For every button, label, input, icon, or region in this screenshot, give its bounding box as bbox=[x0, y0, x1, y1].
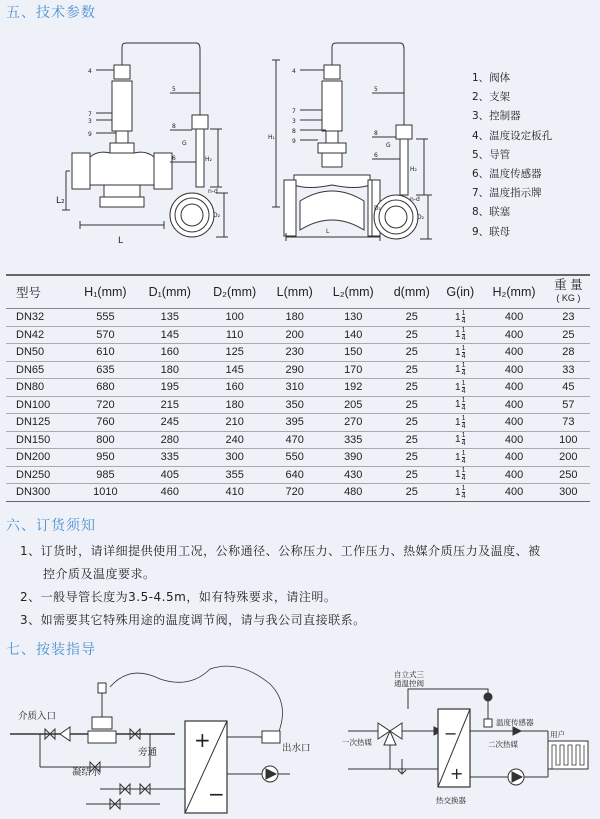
g-den: 4 bbox=[461, 405, 466, 413]
g-den: 4 bbox=[461, 440, 466, 448]
label-h2-left: H₂ bbox=[205, 156, 212, 163]
g-whole: 1 bbox=[455, 486, 461, 498]
col-header: 型号 bbox=[6, 275, 73, 309]
g-num: 1 bbox=[461, 309, 466, 317]
table-row bbox=[6, 379, 590, 397]
table-cell: 635 bbox=[73, 361, 137, 379]
label-4-right: 4 bbox=[292, 68, 296, 75]
label-d1: D₁ bbox=[374, 205, 382, 212]
table-cell: 25 bbox=[384, 309, 439, 327]
g-whole: 1 bbox=[455, 416, 461, 428]
table-cell: 760 bbox=[73, 414, 137, 432]
col-header: H₁(mm) bbox=[73, 275, 137, 309]
table-cell: 1010 bbox=[73, 484, 137, 502]
g-num: 1 bbox=[461, 414, 466, 422]
g-den: 4 bbox=[461, 492, 466, 500]
table-cell: 570 bbox=[73, 326, 137, 344]
g-fraction bbox=[455, 362, 465, 377]
table-cell: 550 bbox=[267, 449, 322, 467]
g-num: 1 bbox=[461, 484, 466, 492]
label-9-right: 9 bbox=[292, 138, 296, 145]
label-8b-right: 8 bbox=[292, 128, 296, 135]
install-diagram-left bbox=[0, 659, 330, 819]
g-num: 1 bbox=[461, 432, 466, 440]
label-d-left: n-d bbox=[208, 188, 218, 195]
table-cell: 25 bbox=[384, 344, 439, 362]
col-header: L₂(mm) bbox=[322, 275, 384, 309]
table-cell: 985 bbox=[73, 466, 137, 484]
label-valve-2: 通温控阀 bbox=[394, 679, 424, 688]
table-cell: 25 bbox=[384, 449, 439, 467]
table-cell: 395 bbox=[267, 414, 322, 432]
label-plus-left: + bbox=[194, 728, 211, 752]
table-cell: DN125 bbox=[6, 414, 73, 432]
table-cell bbox=[439, 326, 481, 344]
table-cell: 355 bbox=[202, 466, 267, 484]
label-d-right: n-d bbox=[410, 196, 420, 203]
label-7-left: 7 bbox=[88, 111, 92, 118]
col-header: D₂(mm) bbox=[202, 275, 267, 309]
table-cell: 25 bbox=[384, 361, 439, 379]
col-header: D₁(mm) bbox=[138, 275, 202, 309]
table-cell: 145 bbox=[202, 361, 267, 379]
table-cell: 720 bbox=[267, 484, 322, 502]
spec-table bbox=[6, 274, 590, 502]
table-cell: 335 bbox=[138, 449, 202, 467]
table-cell: 400 bbox=[481, 361, 546, 379]
table-row bbox=[6, 466, 590, 484]
table-cell: 180 bbox=[267, 309, 322, 327]
install-diagram-right bbox=[338, 659, 598, 819]
table-cell: 400 bbox=[481, 326, 546, 344]
table-cell: 25 bbox=[384, 431, 439, 449]
col-header-weight bbox=[547, 275, 590, 309]
g-fraction bbox=[455, 327, 465, 342]
g-whole: 1 bbox=[455, 329, 461, 341]
label-5-left: 5 bbox=[172, 86, 176, 93]
table-row bbox=[6, 414, 590, 432]
table-cell: 230 bbox=[267, 344, 322, 362]
table-row bbox=[6, 396, 590, 414]
g-fraction bbox=[455, 450, 465, 465]
table-cell: 555 bbox=[73, 309, 137, 327]
col-header: d(mm) bbox=[384, 275, 439, 309]
table-cell bbox=[439, 396, 481, 414]
table-cell: 205 bbox=[322, 396, 384, 414]
note-1: 1、订货时，请详细提供使用工况，公称通径、公称压力、工作压力、热媒介质压力及温度、被 bbox=[20, 544, 541, 558]
table-cell: 57 bbox=[547, 396, 590, 414]
g-fraction bbox=[455, 397, 465, 412]
part-item: 7、温度指示牌 bbox=[472, 187, 542, 200]
label-condensate: 凝结水 bbox=[72, 767, 101, 778]
table-cell bbox=[439, 344, 481, 362]
label-sensor: 温度传感器 bbox=[496, 718, 534, 727]
table-cell: 200 bbox=[267, 326, 322, 344]
table-cell: 170 bbox=[322, 361, 384, 379]
g-fraction bbox=[455, 485, 465, 500]
table-cell bbox=[439, 379, 481, 397]
table-cell bbox=[439, 414, 481, 432]
table-cell: 160 bbox=[202, 379, 267, 397]
g-fraction bbox=[455, 467, 465, 482]
parts-list bbox=[472, 69, 552, 242]
label-7-right: 7 bbox=[292, 108, 296, 115]
label-valve: 自立式三 bbox=[394, 670, 424, 679]
label-8-right: 8 bbox=[374, 130, 378, 137]
table-cell: 410 bbox=[202, 484, 267, 502]
label-inlet: 介质入口 bbox=[18, 711, 57, 722]
label-bypass: 旁通 bbox=[138, 747, 158, 758]
table-cell: 640 bbox=[267, 466, 322, 484]
g-num: 1 bbox=[461, 379, 466, 387]
g-fraction bbox=[455, 380, 465, 395]
part-item: 2、支架 bbox=[472, 91, 511, 104]
table-cell: 470 bbox=[267, 431, 322, 449]
table-cell: 180 bbox=[202, 396, 267, 414]
label-l2: L₂ bbox=[56, 196, 65, 206]
label-h1: H₁ bbox=[268, 134, 275, 141]
label-outlet: 出水口 bbox=[282, 743, 311, 754]
table-row bbox=[6, 484, 590, 502]
label-8-left: 8 bbox=[172, 123, 176, 130]
section-title-order: 六、订货须知 bbox=[6, 518, 96, 534]
table-row bbox=[6, 449, 590, 467]
table-cell: 400 bbox=[481, 396, 546, 414]
table-cell: 160 bbox=[138, 344, 202, 362]
g-whole: 1 bbox=[455, 434, 461, 446]
g-num: 1 bbox=[461, 397, 466, 405]
table-cell: DN65 bbox=[6, 361, 73, 379]
table-cell: 290 bbox=[267, 361, 322, 379]
table-cell: 400 bbox=[481, 484, 546, 502]
table-cell: 200 bbox=[547, 449, 590, 467]
table-cell bbox=[439, 361, 481, 379]
g-num: 1 bbox=[461, 327, 466, 335]
table-row bbox=[6, 326, 590, 344]
label-g-right: G bbox=[386, 142, 391, 149]
table-cell bbox=[439, 449, 481, 467]
label-6-right: 6 bbox=[374, 152, 378, 159]
table-cell: 460 bbox=[138, 484, 202, 502]
g-whole: 1 bbox=[455, 311, 461, 323]
g-den: 4 bbox=[461, 422, 466, 430]
section-title-tech: 五、技术参数 bbox=[6, 5, 96, 21]
g-num: 1 bbox=[461, 449, 466, 457]
table-cell: 125 bbox=[202, 344, 267, 362]
label-3-left: 3 bbox=[88, 118, 92, 125]
table-cell: 400 bbox=[481, 379, 546, 397]
g-whole: 1 bbox=[455, 451, 461, 463]
g-num: 1 bbox=[461, 362, 466, 370]
label-plus-right: + bbox=[450, 764, 464, 783]
table-cell: 140 bbox=[322, 326, 384, 344]
table-cell: 390 bbox=[322, 449, 384, 467]
table-cell: 195 bbox=[138, 379, 202, 397]
table-cell: DN32 bbox=[6, 309, 73, 327]
table-row bbox=[6, 344, 590, 362]
table-cell: 300 bbox=[547, 484, 590, 502]
table-cell: 400 bbox=[481, 414, 546, 432]
table-cell: 720 bbox=[73, 396, 137, 414]
col-header: G(in) bbox=[439, 275, 481, 309]
part-item: 1、阀体 bbox=[472, 72, 511, 84]
g-den: 4 bbox=[461, 335, 466, 343]
table-row bbox=[6, 361, 590, 379]
table-cell: 25 bbox=[384, 326, 439, 344]
table-cell: 150 bbox=[322, 344, 384, 362]
table-cell: DN200 bbox=[6, 449, 73, 467]
table-cell bbox=[439, 309, 481, 327]
label-minus-right: − bbox=[444, 724, 458, 743]
table-cell: DN42 bbox=[6, 326, 73, 344]
table-cell bbox=[439, 431, 481, 449]
label-d2-left: D₂ bbox=[213, 212, 221, 219]
table-cell: 400 bbox=[481, 344, 546, 362]
part-item: 8、联塞 bbox=[472, 206, 511, 219]
table-cell bbox=[439, 466, 481, 484]
table-cell: 215 bbox=[138, 396, 202, 414]
g-num: 1 bbox=[461, 467, 466, 475]
order-notes bbox=[20, 540, 590, 632]
table-cell: 240 bbox=[202, 431, 267, 449]
table-cell: 180 bbox=[138, 361, 202, 379]
g-whole: 1 bbox=[455, 469, 461, 481]
g-whole: 1 bbox=[455, 364, 461, 376]
label-9-left: 9 bbox=[88, 131, 92, 138]
part-item: 4、温度设定板孔 bbox=[472, 129, 553, 142]
table-cell: 210 bbox=[202, 414, 267, 432]
table-cell: DN100 bbox=[6, 396, 73, 414]
col-header: L(mm) bbox=[267, 275, 322, 309]
table-cell: 45 bbox=[547, 379, 590, 397]
g-den: 4 bbox=[461, 475, 466, 483]
table-cell: 950 bbox=[73, 449, 137, 467]
col-header: H₂(mm) bbox=[481, 275, 546, 309]
table-cell: 350 bbox=[267, 396, 322, 414]
table-cell: 680 bbox=[73, 379, 137, 397]
table-cell: 23 bbox=[547, 309, 590, 327]
table-row bbox=[6, 309, 590, 327]
table-cell: 145 bbox=[138, 326, 202, 344]
table-cell: DN250 bbox=[6, 466, 73, 484]
label-3-right: 3 bbox=[292, 118, 296, 125]
label-h2-right: H₂ bbox=[410, 166, 417, 173]
table-cell: 28 bbox=[547, 344, 590, 362]
table-cell: 430 bbox=[322, 466, 384, 484]
table-cell: DN50 bbox=[6, 344, 73, 362]
g-den: 4 bbox=[461, 370, 466, 378]
note-1-cont: 控介质及温度要求。 bbox=[43, 567, 156, 581]
table-cell: 25 bbox=[384, 466, 439, 484]
note-2: 2、一般导管长度为3.5-4.5m，如有特殊要求，请注明。 bbox=[20, 590, 337, 604]
note-3: 3、如需要其它特殊用途的温度调节阀，请与我公司直接联系。 bbox=[20, 613, 366, 627]
table-body bbox=[6, 309, 590, 502]
g-fraction bbox=[455, 345, 465, 360]
g-whole: 1 bbox=[455, 399, 461, 411]
part-item: 6、温度传感器 bbox=[472, 168, 542, 181]
label-secondary: 二次热媒 bbox=[488, 740, 518, 749]
table-cell: 25 bbox=[384, 484, 439, 502]
weight-label: 重 量 bbox=[554, 278, 583, 292]
part-item: 9、联母 bbox=[472, 225, 511, 238]
g-den: 4 bbox=[461, 457, 466, 465]
table-cell: DN80 bbox=[6, 379, 73, 397]
label-l-left: L bbox=[118, 236, 124, 246]
label-l-right: L bbox=[326, 228, 330, 235]
table-cell: 400 bbox=[481, 431, 546, 449]
table-cell: 250 bbox=[547, 466, 590, 484]
table-cell: 130 bbox=[322, 309, 384, 327]
table-cell: 110 bbox=[202, 326, 267, 344]
table-cell: 73 bbox=[547, 414, 590, 432]
table-cell: 310 bbox=[267, 379, 322, 397]
table-cell: 100 bbox=[202, 309, 267, 327]
table-cell: 400 bbox=[481, 309, 546, 327]
g-den: 4 bbox=[461, 387, 466, 395]
weight-unit: ( KG ) bbox=[556, 293, 581, 303]
label-minus-left: − bbox=[208, 782, 225, 806]
table-cell: 800 bbox=[73, 431, 137, 449]
label-g-left: G bbox=[182, 140, 187, 147]
label-5-right: 5 bbox=[374, 86, 378, 93]
g-fraction bbox=[455, 432, 465, 447]
table-cell: 25 bbox=[384, 414, 439, 432]
section-title-install: 七、按装指导 bbox=[6, 642, 96, 658]
table-cell bbox=[439, 484, 481, 502]
label-user: 用户 bbox=[550, 730, 565, 739]
table-cell: 335 bbox=[322, 431, 384, 449]
table-cell: 245 bbox=[138, 414, 202, 432]
valve-drawing bbox=[0, 25, 470, 275]
g-num: 1 bbox=[461, 344, 466, 352]
table-cell: 25 bbox=[384, 396, 439, 414]
label-6-left: 6 bbox=[172, 155, 176, 162]
table-cell: 300 bbox=[202, 449, 267, 467]
table-cell: 400 bbox=[481, 466, 546, 484]
g-fraction bbox=[455, 310, 465, 325]
g-whole: 1 bbox=[455, 346, 461, 358]
table-cell: DN300 bbox=[6, 484, 73, 502]
table-cell: 25 bbox=[384, 379, 439, 397]
label-primary: 一次热媒 bbox=[342, 738, 372, 747]
table-row bbox=[6, 431, 590, 449]
label-exchanger: 热交换器 bbox=[436, 796, 466, 805]
part-item: 5、导管 bbox=[472, 148, 511, 161]
g-fraction bbox=[455, 415, 465, 430]
table-header-row bbox=[6, 275, 590, 309]
part-item: 3、控制器 bbox=[472, 110, 521, 123]
g-den: 4 bbox=[461, 352, 466, 360]
table-cell: 25 bbox=[547, 326, 590, 344]
table-cell: 280 bbox=[138, 431, 202, 449]
table-cell: 405 bbox=[138, 466, 202, 484]
table-cell: 135 bbox=[138, 309, 202, 327]
label-d2-right: D₂ bbox=[417, 214, 425, 221]
table-cell: 192 bbox=[322, 379, 384, 397]
table-cell: 480 bbox=[322, 484, 384, 502]
table-cell: 100 bbox=[547, 431, 590, 449]
table-cell: 400 bbox=[481, 449, 546, 467]
table-cell: 270 bbox=[322, 414, 384, 432]
table-cell: 33 bbox=[547, 361, 590, 379]
table-cell: 610 bbox=[73, 344, 137, 362]
label-4-left: 4 bbox=[88, 68, 92, 75]
g-den: 4 bbox=[461, 317, 466, 325]
table-cell: DN150 bbox=[6, 431, 73, 449]
g-whole: 1 bbox=[455, 381, 461, 393]
